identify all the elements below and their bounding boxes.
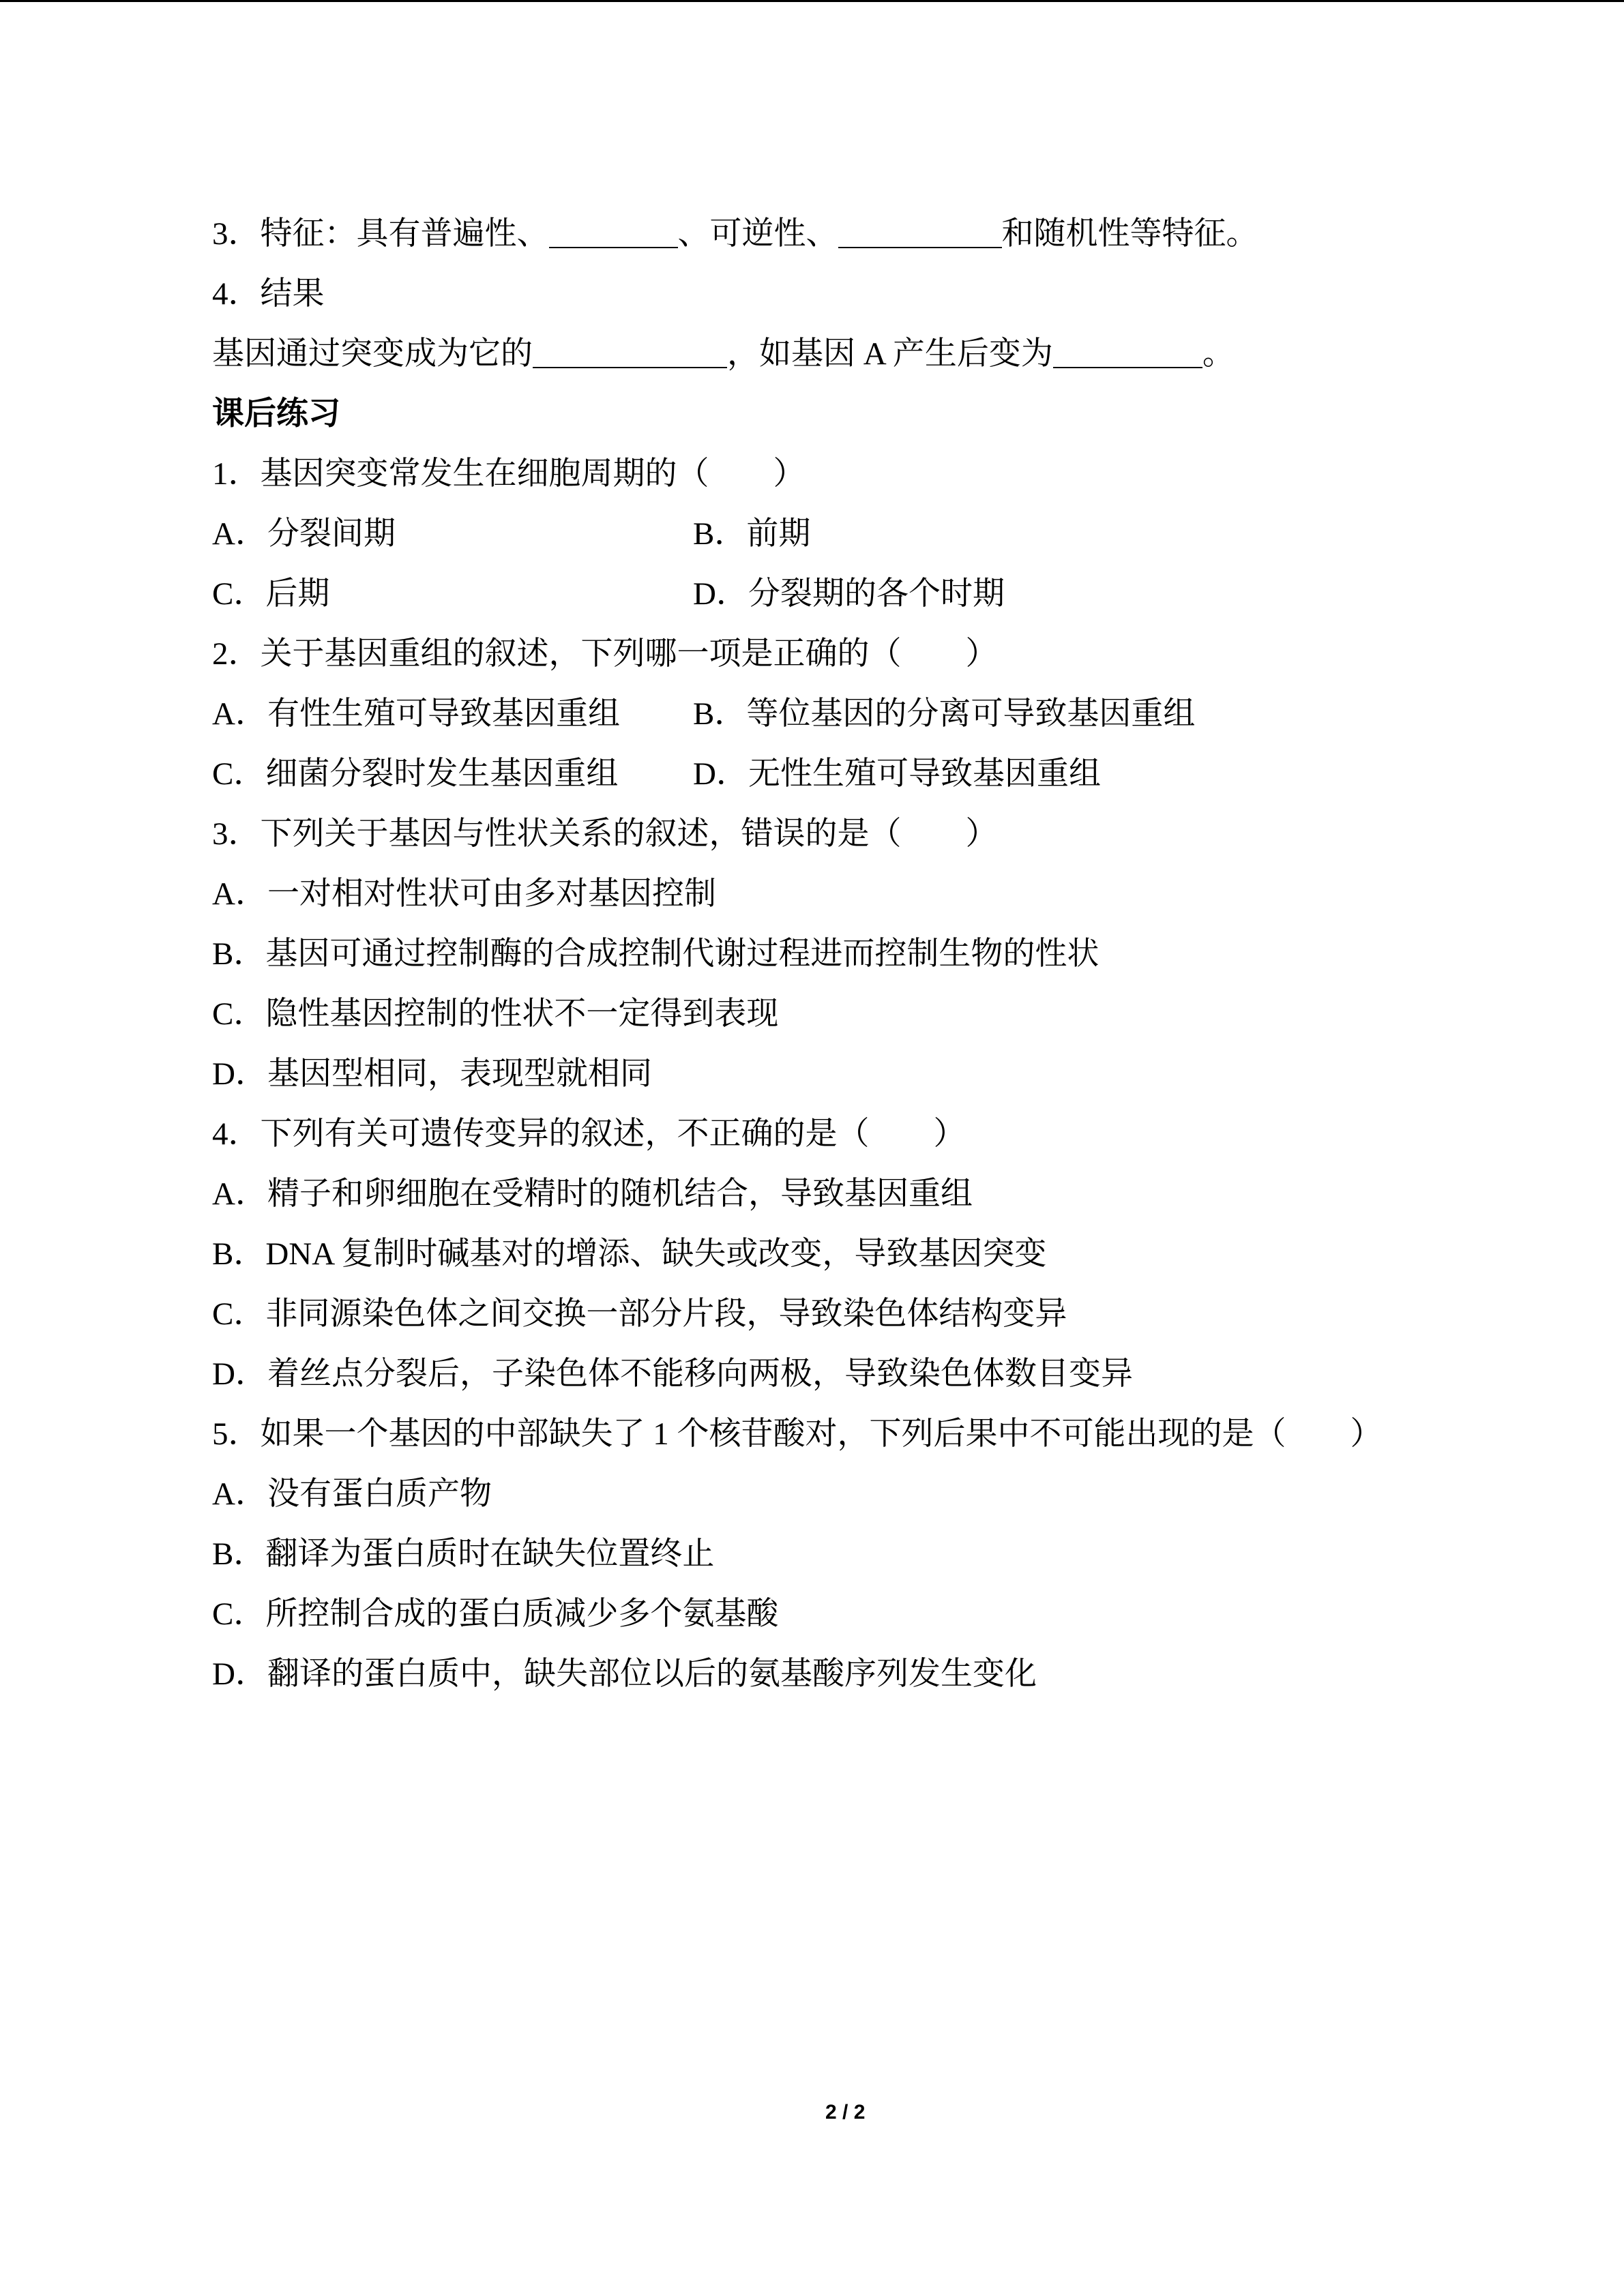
option-d: D．翻译的蛋白质中，缺失部位以后的氨基酸序列发生变化 (212, 1656, 1037, 1692)
option-b: B．基因可通过控制酶的合成控制代谢过程进而控制生物的性状 (212, 936, 1099, 972)
question-stem: 3．下列关于基因与性状关系的叙述，错误的是（ ） (212, 816, 998, 852)
result-middle: ，如基因 A 产生后变为 (727, 336, 1053, 372)
option-c: C．后期 (212, 576, 330, 612)
question-stem: 4．下列有关可遗传变异的叙述，不正确的是（ ） (212, 1116, 966, 1152)
option-c: C．所控制合成的蛋白质减少多个氨基酸 (212, 1596, 779, 1632)
option-a: A．分裂间期 (212, 516, 396, 552)
fill-blank (549, 220, 678, 248)
option-a: A．没有蛋白质产物 (212, 1476, 492, 1512)
option-row (212, 684, 1549, 744)
option-row (212, 564, 1549, 624)
option-d: D．着丝点分裂后，子染色体不能移向两极，导致染色体数目变异 (212, 1356, 1133, 1392)
option-d: D．分裂期的各个时期 (693, 576, 1005, 612)
option-d: D．无性生殖可导致基因重组 (693, 756, 1101, 792)
page-number: 2 / 2 (825, 2101, 866, 2123)
feature-suffix: 和随机性等特征。 (1001, 216, 1258, 252)
option-row (212, 504, 1549, 564)
option-row (212, 744, 1549, 804)
option-c: C．细菌分裂时发生基因重组 (212, 756, 619, 792)
option-b: B．DNA 复制时碱基对的增添、缺失或改变，导致基因突变 (212, 1236, 1047, 1272)
fill-blank (533, 340, 727, 368)
option-d: D．基因型相同，表现型就相同 (212, 1056, 652, 1092)
fill-blank (838, 220, 1002, 248)
result-suffix: 。 (1202, 336, 1235, 372)
option-b: B．前期 (693, 516, 811, 552)
feature-middle: 、可逆性、 (677, 216, 838, 252)
fill-blank (1053, 340, 1202, 368)
option-a: A．有性生殖可导致基因重组 (212, 696, 620, 732)
question-stem: 2．关于基因重组的叙述，下列哪一项是正确的（ ） (212, 636, 998, 672)
feature-prefix: 3．特征：具有普遍性、 (212, 216, 549, 252)
document-body (212, 204, 1549, 1704)
question-stem: 5．如果一个基因的中部缺失了 1 个核苷酸对，下列后果中不可能出现的是（ ） (212, 1416, 1383, 1452)
question-stem: 1．基因突变常发生在细胞周期的（ ） (212, 456, 806, 492)
option-a: A．一对相对性状可由多对基因控制 (212, 876, 716, 912)
page-top-border (0, 0, 1624, 2)
exercises-heading: 课后练习 (212, 396, 340, 432)
result-heading: 4．结果 (212, 276, 325, 312)
option-b: B．翻译为蛋白质时在缺失位置终止 (212, 1536, 715, 1572)
option-b: B．等位基因的分离可导致基因重组 (693, 696, 1196, 732)
option-a: A．精子和卵细胞在受精时的随机结合，导致基因重组 (212, 1176, 973, 1212)
option-c: C．非同源染色体之间交换一部分片段，导致染色体结构变异 (212, 1296, 1067, 1332)
feature-line (212, 204, 1549, 264)
result-line (212, 324, 1549, 384)
option-c: C．隐性基因控制的性状不一定得到表现 (212, 996, 779, 1032)
result-prefix: 基因通过突变成为它的 (212, 336, 533, 372)
